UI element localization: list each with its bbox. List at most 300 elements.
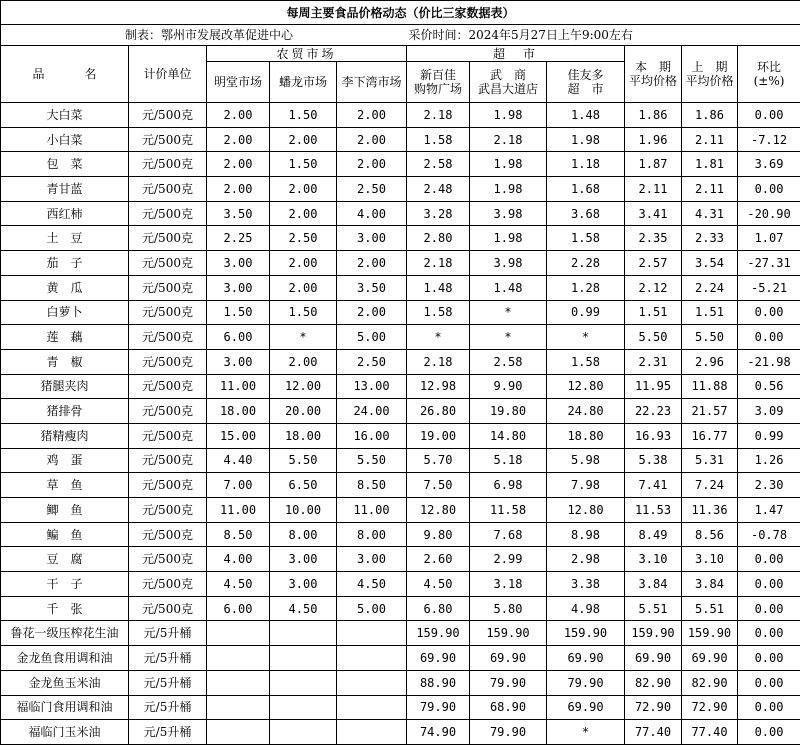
current-avg-price: 2.11 (625, 177, 682, 202)
market-price-2: 1.50 (270, 103, 337, 128)
super-price-2: 3.18 (470, 572, 547, 597)
market-price-2: 10.00 (270, 498, 337, 523)
current-avg-price: 22.23 (625, 399, 682, 424)
change-percent: -20.90 (738, 201, 800, 226)
market-price-2 (270, 670, 337, 695)
super-price-1: 12.98 (407, 374, 470, 399)
item-name: 鲁花一级压榨花生油 (1, 621, 129, 646)
item-name: 干 子 (1, 572, 129, 597)
current-avg-price: 11.95 (625, 374, 682, 399)
market-price-3: 4.50 (337, 572, 407, 597)
current-avg-price: 5.38 (625, 448, 682, 473)
super-price-1: 7.50 (407, 473, 470, 498)
market-price-2: 2.00 (270, 349, 337, 374)
market-price-3: 2.00 (337, 300, 407, 325)
item-unit: 元/5升桶 (129, 621, 207, 646)
item-unit: 元/500克 (129, 423, 207, 448)
super-price-2: 1.48 (470, 275, 547, 300)
super-price-2: 2.99 (470, 547, 547, 572)
item-name: 金龙鱼食用调和油 (1, 646, 129, 671)
item-unit: 元/500克 (129, 572, 207, 597)
current-avg-price: 82.90 (625, 670, 682, 695)
super-price-3: 159.90 (547, 621, 625, 646)
header-super-2: 武 商 武昌大道店 (470, 62, 547, 103)
market-price-2: 6.50 (270, 473, 337, 498)
super-price-1: * (407, 325, 470, 350)
prev-avg-price: 3.10 (682, 547, 738, 572)
super-price-2: 3.98 (470, 201, 547, 226)
market-price-1: 3.00 (207, 349, 270, 374)
super-price-2: 5.80 (470, 596, 547, 621)
header-name: 品 名 (1, 46, 129, 103)
market-price-1: 2.00 (207, 177, 270, 202)
prev-avg-price: 2.11 (682, 127, 738, 152)
change-percent: 0.00 (738, 325, 800, 350)
change-percent: 0.99 (738, 423, 800, 448)
current-avg-price: 16.93 (625, 423, 682, 448)
super-price-1: 19.00 (407, 423, 470, 448)
super-price-1: 3.28 (407, 201, 470, 226)
item-unit: 元/500克 (129, 349, 207, 374)
market-price-2: 1.50 (270, 300, 337, 325)
change-percent: -0.78 (738, 522, 800, 547)
item-unit: 元/500克 (129, 152, 207, 177)
super-price-1: 4.50 (407, 572, 470, 597)
header-super-3: 佳友多 超 市 (547, 62, 625, 103)
change-percent: -27.31 (738, 251, 800, 276)
change-percent: -7.12 (738, 127, 800, 152)
prev-avg-price: 2.96 (682, 349, 738, 374)
market-price-3: 5.00 (337, 325, 407, 350)
super-price-3: 1.98 (547, 127, 625, 152)
table-row (1, 251, 800, 276)
change-percent: 0.00 (738, 300, 800, 325)
item-unit: 元/500克 (129, 177, 207, 202)
market-price-2: 12.00 (270, 374, 337, 399)
super-price-1: 9.80 (407, 522, 470, 547)
super-price-2: 2.18 (470, 127, 547, 152)
table-row (1, 572, 800, 597)
prev-avg-price: 69.90 (682, 646, 738, 671)
prev-avg-price: 77.40 (682, 720, 738, 745)
table-maker: 制表：鄂州市发展改革促进中心 (1, 25, 407, 46)
item-unit: 元/500克 (129, 325, 207, 350)
super-price-2: 69.90 (470, 646, 547, 671)
market-price-2: 2.00 (270, 127, 337, 152)
market-price-2 (270, 695, 337, 720)
market-price-2: 2.00 (270, 201, 337, 226)
market-price-2: 2.00 (270, 275, 337, 300)
market-price-3: 5.50 (337, 448, 407, 473)
table-row (1, 374, 800, 399)
item-unit: 元/500克 (129, 473, 207, 498)
market-price-3: 24.00 (337, 399, 407, 424)
item-name: 鲫 鱼 (1, 498, 129, 523)
table-row (1, 695, 800, 720)
header-prev-avg: 上 期 平均价格 (682, 46, 738, 103)
market-price-2: 1.50 (270, 152, 337, 177)
item-unit: 元/5升桶 (129, 695, 207, 720)
change-percent: 1.26 (738, 448, 800, 473)
item-name: 大白菜 (1, 103, 129, 128)
market-price-3 (337, 695, 407, 720)
prev-avg-price: 11.36 (682, 498, 738, 523)
table-row (1, 522, 800, 547)
market-price-3: 2.00 (337, 103, 407, 128)
market-price-2: 3.00 (270, 547, 337, 572)
change-percent: 0.00 (738, 103, 800, 128)
super-price-2: 1.98 (470, 177, 547, 202)
change-percent: 0.00 (738, 646, 800, 671)
current-avg-price: 2.12 (625, 275, 682, 300)
market-price-1: 4.00 (207, 547, 270, 572)
prev-avg-price: 2.11 (682, 177, 738, 202)
market-price-3 (337, 720, 407, 745)
super-price-2: 79.90 (470, 670, 547, 695)
super-price-3: 12.80 (547, 498, 625, 523)
super-price-1: 1.48 (407, 275, 470, 300)
prev-avg-price: 21.57 (682, 399, 738, 424)
market-price-3: 3.50 (337, 275, 407, 300)
super-price-2: 1.98 (470, 226, 547, 251)
super-price-3: 1.18 (547, 152, 625, 177)
market-price-3: 13.00 (337, 374, 407, 399)
item-name: 金龙鱼玉米油 (1, 670, 129, 695)
item-unit: 元/500克 (129, 275, 207, 300)
market-price-1 (207, 670, 270, 695)
super-price-1: 2.58 (407, 152, 470, 177)
item-name: 土 豆 (1, 226, 129, 251)
super-price-2: 3.98 (470, 251, 547, 276)
super-price-3: 1.58 (547, 349, 625, 374)
current-avg-price: 159.90 (625, 621, 682, 646)
item-unit: 元/500克 (129, 547, 207, 572)
super-price-2: 2.58 (470, 349, 547, 374)
super-price-3: 7.98 (547, 473, 625, 498)
table-row (1, 226, 800, 251)
current-avg-price: 1.86 (625, 103, 682, 128)
table-row (1, 399, 800, 424)
market-price-3: 2.00 (337, 152, 407, 177)
market-price-1 (207, 720, 270, 745)
table-row (1, 349, 800, 374)
item-unit: 元/5升桶 (129, 670, 207, 695)
super-price-1: 1.58 (407, 127, 470, 152)
market-price-3: 5.00 (337, 596, 407, 621)
meta-row (1, 25, 800, 46)
item-unit: 元/500克 (129, 498, 207, 523)
super-price-2: 6.98 (470, 473, 547, 498)
change-percent: 0.00 (738, 596, 800, 621)
item-unit: 元/500克 (129, 374, 207, 399)
current-avg-price: 72.90 (625, 695, 682, 720)
item-name: 西红柿 (1, 201, 129, 226)
title-row (1, 1, 800, 25)
market-price-1: 2.25 (207, 226, 270, 251)
item-unit: 元/500克 (129, 251, 207, 276)
super-price-1: 2.60 (407, 547, 470, 572)
change-percent: 0.00 (738, 670, 800, 695)
super-price-3: 2.28 (547, 251, 625, 276)
super-price-2: 9.90 (470, 374, 547, 399)
super-price-2: 79.90 (470, 720, 547, 745)
super-price-2: 1.98 (470, 152, 547, 177)
super-price-2: 7.68 (470, 522, 547, 547)
super-price-3: 69.90 (547, 695, 625, 720)
change-percent: 0.00 (738, 621, 800, 646)
table-row (1, 670, 800, 695)
item-name: 鳊 鱼 (1, 522, 129, 547)
market-price-3: 2.50 (337, 177, 407, 202)
market-price-1: 3.00 (207, 275, 270, 300)
header-market-3: 李下湾市场 (337, 62, 407, 103)
item-unit: 元/500克 (129, 596, 207, 621)
item-name: 猪腿夹肉 (1, 374, 129, 399)
item-name: 福临门玉米油 (1, 720, 129, 745)
table-row (1, 621, 800, 646)
current-avg-price: 1.87 (625, 152, 682, 177)
change-percent: 3.09 (738, 399, 800, 424)
table-row (1, 720, 800, 745)
market-price-2: 4.50 (270, 596, 337, 621)
item-unit: 元/5升桶 (129, 720, 207, 745)
market-price-3: 8.00 (337, 522, 407, 547)
market-price-2 (270, 720, 337, 745)
super-price-1: 1.58 (407, 300, 470, 325)
super-price-3: 4.98 (547, 596, 625, 621)
super-price-1: 159.90 (407, 621, 470, 646)
market-price-1: 11.00 (207, 498, 270, 523)
table-row (1, 325, 800, 350)
super-price-2: * (470, 300, 547, 325)
current-avg-price: 1.96 (625, 127, 682, 152)
change-percent: 0.00 (738, 720, 800, 745)
item-name: 鸡 蛋 (1, 448, 129, 473)
super-price-3: 69.90 (547, 646, 625, 671)
item-name: 福临门食用调和油 (1, 695, 129, 720)
table-row (1, 547, 800, 572)
super-price-1: 2.80 (407, 226, 470, 251)
table-row (1, 152, 800, 177)
market-price-3 (337, 621, 407, 646)
market-price-2: * (270, 325, 337, 350)
prev-avg-price: 11.88 (682, 374, 738, 399)
super-price-1: 79.90 (407, 695, 470, 720)
super-price-1: 2.18 (407, 349, 470, 374)
table-row (1, 177, 800, 202)
super-price-3: 0.99 (547, 300, 625, 325)
item-name: 草 鱼 (1, 473, 129, 498)
super-price-3: 1.48 (547, 103, 625, 128)
prev-avg-price: 5.50 (682, 325, 738, 350)
current-avg-price: 2.57 (625, 251, 682, 276)
super-price-2: 14.80 (470, 423, 547, 448)
super-price-3: 3.68 (547, 201, 625, 226)
market-price-2: 2.00 (270, 251, 337, 276)
change-percent: 1.07 (738, 226, 800, 251)
market-price-3: 3.00 (337, 226, 407, 251)
market-price-1: 11.00 (207, 374, 270, 399)
change-percent: 2.30 (738, 473, 800, 498)
prev-avg-price: 159.90 (682, 621, 738, 646)
super-price-2: * (470, 325, 547, 350)
market-price-1: 3.50 (207, 201, 270, 226)
group-header-row (1, 46, 800, 62)
super-price-3: 2.98 (547, 547, 625, 572)
table-row (1, 448, 800, 473)
market-price-2: 5.50 (270, 448, 337, 473)
prev-avg-price: 7.24 (682, 473, 738, 498)
change-percent: -21.98 (738, 349, 800, 374)
header-current-avg: 本 期 平均价格 (625, 46, 682, 103)
super-price-1: 74.90 (407, 720, 470, 745)
super-price-1: 88.90 (407, 670, 470, 695)
market-price-3: 8.50 (337, 473, 407, 498)
super-price-2: 11.58 (470, 498, 547, 523)
market-price-2: 18.00 (270, 423, 337, 448)
prev-avg-price: 8.56 (682, 522, 738, 547)
super-price-2: 68.90 (470, 695, 547, 720)
market-price-1: 4.50 (207, 572, 270, 597)
change-percent: -5.21 (738, 275, 800, 300)
prev-avg-price: 5.31 (682, 448, 738, 473)
item-unit: 元/500克 (129, 201, 207, 226)
change-percent: 0.00 (738, 547, 800, 572)
change-percent: 0.00 (738, 695, 800, 720)
market-price-3: 2.00 (337, 127, 407, 152)
market-price-1: 6.00 (207, 325, 270, 350)
market-price-1: 3.00 (207, 251, 270, 276)
item-unit: 元/500克 (129, 103, 207, 128)
current-avg-price: 2.35 (625, 226, 682, 251)
prev-avg-price: 3.84 (682, 572, 738, 597)
item-name: 猪精瘦肉 (1, 423, 129, 448)
super-price-1: 5.70 (407, 448, 470, 473)
change-percent: 0.00 (738, 177, 800, 202)
current-avg-price: 7.41 (625, 473, 682, 498)
prev-avg-price: 1.86 (682, 103, 738, 128)
super-price-1: 2.48 (407, 177, 470, 202)
current-avg-price: 69.90 (625, 646, 682, 671)
item-name: 猪排骨 (1, 399, 129, 424)
market-price-2: 3.00 (270, 572, 337, 597)
super-price-3: 1.68 (547, 177, 625, 202)
market-price-1 (207, 646, 270, 671)
market-price-1: 15.00 (207, 423, 270, 448)
header-group-market: 农贸市场 (207, 46, 407, 62)
current-avg-price: 3.84 (625, 572, 682, 597)
market-price-3: 16.00 (337, 423, 407, 448)
super-price-2: 1.98 (470, 103, 547, 128)
prev-avg-price: 72.90 (682, 695, 738, 720)
table-row (1, 646, 800, 671)
item-name: 青 椒 (1, 349, 129, 374)
table-row (1, 423, 800, 448)
market-price-1: 6.00 (207, 596, 270, 621)
prev-avg-price: 5.51 (682, 596, 738, 621)
market-price-1: 2.00 (207, 103, 270, 128)
market-price-3: 4.00 (337, 201, 407, 226)
super-price-1: 69.90 (407, 646, 470, 671)
current-avg-price: 3.10 (625, 547, 682, 572)
table-row (1, 300, 800, 325)
prev-avg-price: 82.90 (682, 670, 738, 695)
item-unit: 元/500克 (129, 399, 207, 424)
header-unit: 计价单位 (129, 46, 207, 103)
item-name: 小白菜 (1, 127, 129, 152)
prev-avg-price: 1.51 (682, 300, 738, 325)
item-name: 黄 瓜 (1, 275, 129, 300)
current-avg-price: 77.40 (625, 720, 682, 745)
market-price-1 (207, 695, 270, 720)
super-price-2: 5.18 (470, 448, 547, 473)
prev-avg-price: 2.24 (682, 275, 738, 300)
market-price-2 (270, 646, 337, 671)
current-avg-price: 2.31 (625, 349, 682, 374)
table-row (1, 498, 800, 523)
market-price-1: 1.50 (207, 300, 270, 325)
item-name: 青甘蓝 (1, 177, 129, 202)
market-price-3 (337, 646, 407, 671)
super-price-1: 12.80 (407, 498, 470, 523)
prev-avg-price: 1.81 (682, 152, 738, 177)
market-price-3 (337, 670, 407, 695)
super-price-1: 26.80 (407, 399, 470, 424)
market-price-1: 2.00 (207, 152, 270, 177)
current-avg-price: 1.51 (625, 300, 682, 325)
header-group-super: 超 市 (407, 46, 625, 62)
super-price-3: 1.58 (547, 226, 625, 251)
item-unit: 元/500克 (129, 127, 207, 152)
super-price-1: 2.18 (407, 251, 470, 276)
change-percent: 0.56 (738, 374, 800, 399)
current-avg-price: 11.53 (625, 498, 682, 523)
market-price-3: 11.00 (337, 498, 407, 523)
header-change: 环比 (±%) (738, 46, 800, 103)
item-unit: 元/5升桶 (129, 646, 207, 671)
prev-avg-price: 3.54 (682, 251, 738, 276)
market-price-3: 2.00 (337, 251, 407, 276)
super-price-3: 24.80 (547, 399, 625, 424)
super-price-2: 19.80 (470, 399, 547, 424)
current-avg-price: 3.41 (625, 201, 682, 226)
super-price-3: 8.98 (547, 522, 625, 547)
super-price-3: * (547, 720, 625, 745)
market-price-1: 4.40 (207, 448, 270, 473)
current-avg-price: 5.50 (625, 325, 682, 350)
table-row (1, 127, 800, 152)
market-price-3: 2.50 (337, 349, 407, 374)
prev-avg-price: 4.31 (682, 201, 738, 226)
super-price-3: 12.80 (547, 374, 625, 399)
header-super-1: 新百佳 购物广场 (407, 62, 470, 103)
item-name: 包 菜 (1, 152, 129, 177)
header-market-2: 蟠龙市场 (270, 62, 337, 103)
market-price-1: 18.00 (207, 399, 270, 424)
change-percent: 1.47 (738, 498, 800, 523)
super-price-3: * (547, 325, 625, 350)
current-avg-price: 5.51 (625, 596, 682, 621)
change-percent: 0.00 (738, 572, 800, 597)
super-price-3: 79.90 (547, 670, 625, 695)
collect-time: 采价时间：2024年5月27日上午9:00左右 (407, 25, 800, 46)
table-row (1, 596, 800, 621)
market-price-1 (207, 621, 270, 646)
market-price-2 (270, 621, 337, 646)
table-row (1, 473, 800, 498)
super-price-1: 2.18 (407, 103, 470, 128)
table-title: 每周主要食品价格动态（价比三家数据表） (1, 1, 800, 25)
